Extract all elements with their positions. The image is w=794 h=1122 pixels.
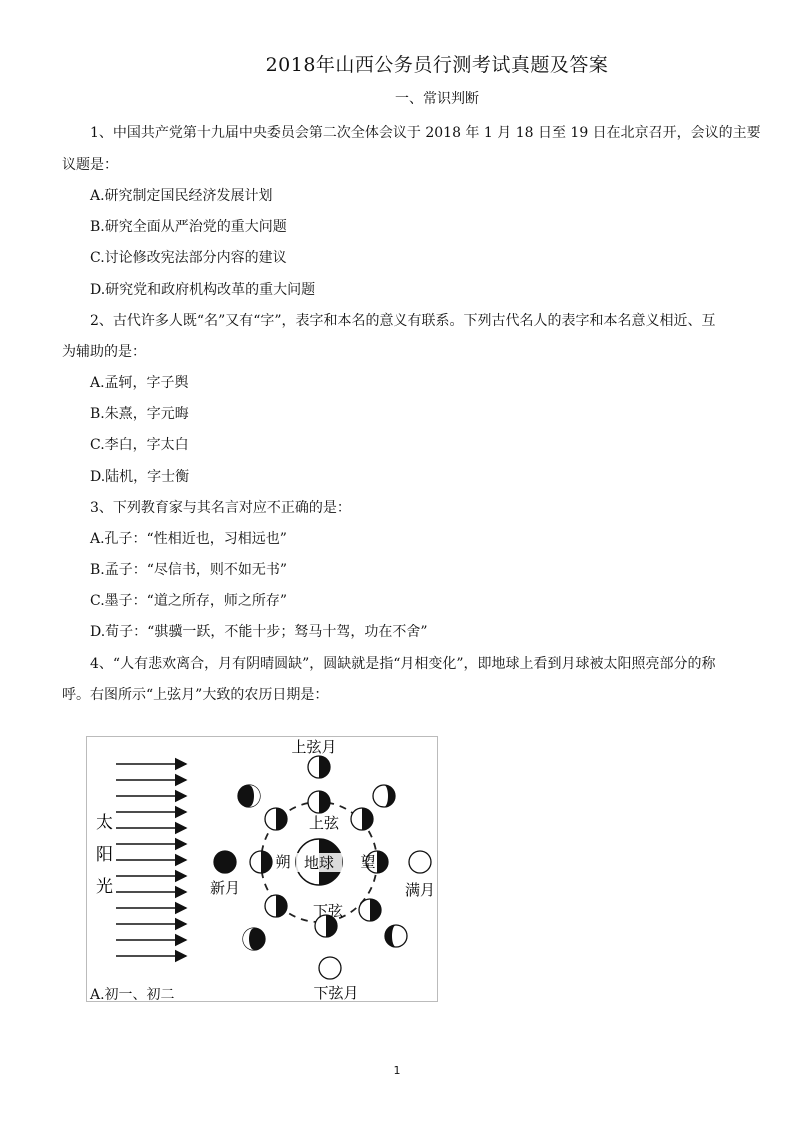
- label-wang: 望: [360, 853, 376, 871]
- page-number: 1: [393, 1064, 401, 1077]
- moon-orbit-left: [250, 851, 272, 873]
- earth-label: 地球: [303, 854, 335, 872]
- question-3-option-c: C.墨子：“道之所存，师之所存”: [90, 593, 287, 609]
- label-shangxian: 上弦: [308, 814, 340, 832]
- question-1-option-a: A.研究制定国民经济发展计划: [90, 188, 273, 204]
- section-heading: 一、常识判断: [395, 91, 479, 107]
- moon-new: [214, 851, 236, 873]
- moon-orbit-top: [308, 791, 330, 813]
- sunlight-label-3: 光: [96, 877, 113, 897]
- question-1-option-b: B.研究全面从严治党的重大问题: [90, 219, 287, 235]
- moon-orbit-bottom-right: [359, 899, 381, 921]
- moon-waning-crescent: [243, 928, 265, 950]
- moon-full: [409, 851, 431, 873]
- label-shuo: 朔: [275, 853, 291, 871]
- question-2-text-cont: 为辅助的是：: [62, 344, 146, 360]
- question-2-text: 2、古代许多人既“名”又有“字”，表字和本名的意义有联系。下列古代名人的表字和本名意义相近、互: [90, 313, 716, 329]
- question-2-option-b: B.朱熹，字元晦: [90, 406, 189, 422]
- earth: [296, 839, 342, 885]
- label-new-moon: 新月: [209, 879, 241, 897]
- question-3-option-d: D.荀子：“骐骥一跃，不能十步；驽马十驾，功在不舍”: [90, 624, 428, 640]
- moon-orbit-top-right: [351, 808, 373, 830]
- question-2-option-d: D.陆机，字士衡: [90, 469, 190, 485]
- page-title: 2018年山西公务员行测考试真题及答案: [265, 54, 609, 76]
- moon-waxing-crescent: [238, 785, 260, 807]
- moon-first-quarter: [308, 756, 330, 778]
- question-3-option-b: B.孟子：“尽信书，则不如无书”: [90, 562, 288, 578]
- moon-orbit-bottom-left: [265, 895, 287, 917]
- sunlight-label-2: 阳: [96, 845, 113, 865]
- question-4-text: 4、“人有悲欢离合，月有阴晴圆缺”，圆缺就是指“月相变化”，即地球上看到月球被太阳照亮部分的称: [90, 656, 716, 672]
- moon-phase-diagram: [86, 736, 438, 1002]
- question-2-option-c: C.李白，字太白: [90, 437, 189, 453]
- label-full-moon: 满月: [404, 881, 436, 899]
- moon-last-quarter: [319, 957, 341, 979]
- label-xiaxian: 下弦: [312, 902, 344, 920]
- moon-waxing-gibbous: [373, 785, 395, 807]
- question-1-option-d: D.研究党和政府机构改革的重大问题: [90, 282, 316, 298]
- sunlight-label-1: 太: [96, 813, 113, 833]
- question-4-text-cont: 呼。右图所示“上弦月”大致的农历日期是：: [62, 687, 329, 703]
- question-1-option-c: C.讨论修改宪法部分内容的建议: [90, 250, 287, 266]
- moon-phase-figure: [86, 736, 438, 1002]
- moon-orbit-top-left: [265, 808, 287, 830]
- question-1-text: 1、中国共产党第十九届中央委员会第二次全体会议于 2018 年 1 月 18 日至 19 日在北京召开，会议的主要: [90, 125, 761, 141]
- moon-waning-gibbous: [385, 925, 407, 947]
- question-3-text: 3、下列教育家与其名言对应不正确的是：: [90, 500, 351, 516]
- label-last-quarter-moon: 下弦月: [313, 984, 359, 1002]
- question-2-option-a: A.孟轲，字子舆: [90, 375, 189, 391]
- label-first-quarter-moon: 上弦月: [291, 738, 337, 756]
- question-4-option-a: A.初一、初二: [90, 987, 175, 1003]
- question-3-option-a: A.孔子：“性相近也，习相远也”: [90, 531, 287, 547]
- question-1-text-cont: 议题是：: [62, 157, 118, 173]
